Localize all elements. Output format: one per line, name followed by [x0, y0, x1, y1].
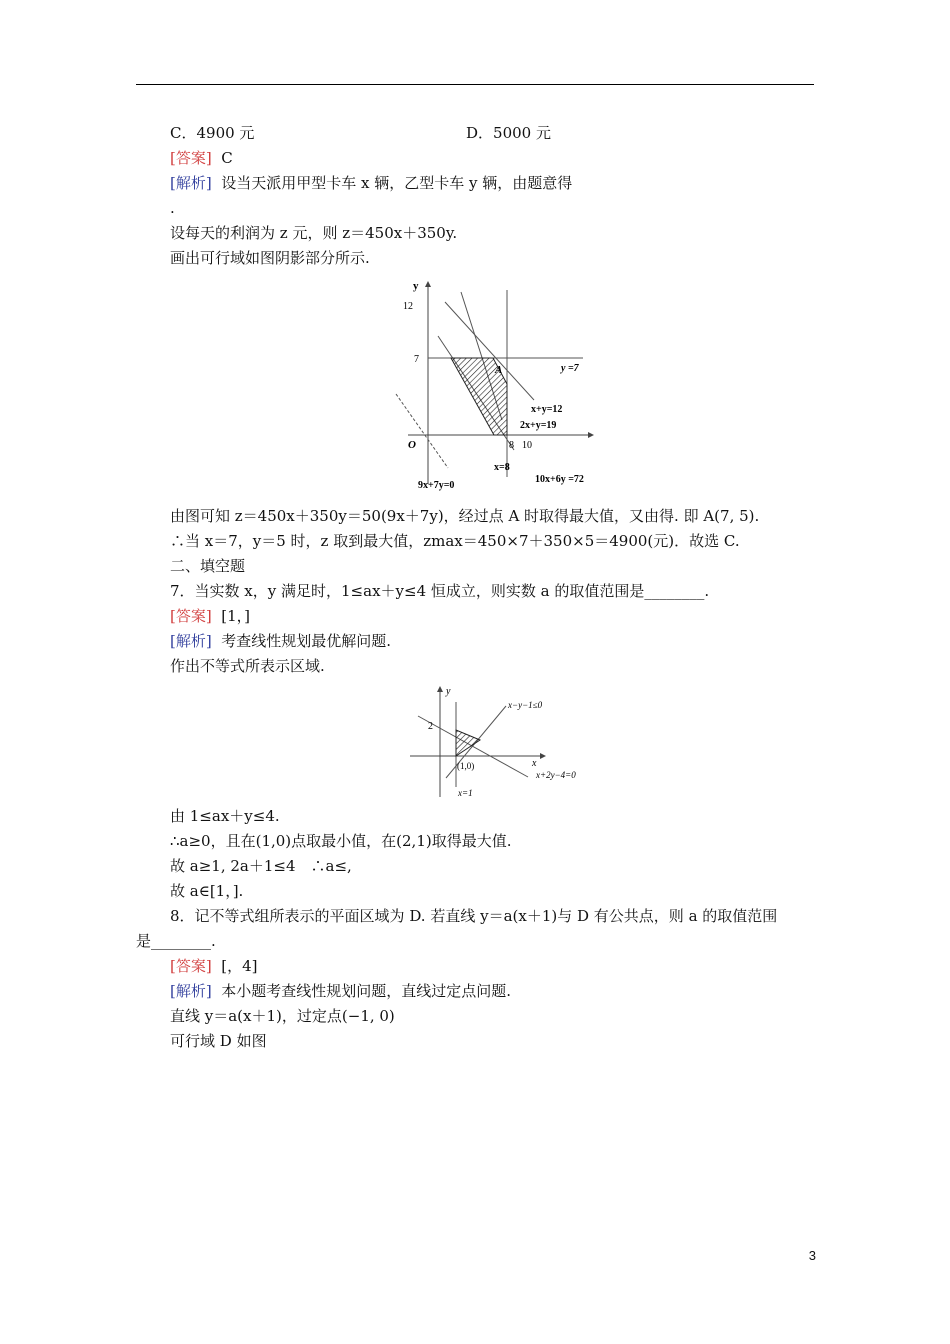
label-point-1-0: (1,0) — [457, 761, 475, 771]
q6-analysis-text: 设当天派用甲型卡车 x 辆，乙型卡车 y 辆，由题意得 — [221, 174, 573, 192]
q6-therefore-line: ∴当 x＝7，y＝5 时，z 取到最大值，zmax＝450×7＋350×5＝4900(元)．故选 C. — [170, 532, 740, 550]
q8-question-line2: 是________. — [136, 932, 216, 950]
tick-7: 7 — [414, 354, 419, 365]
label-point-a: A — [495, 364, 503, 376]
q7-analysis-line — [170, 631, 391, 651]
q7-line2: ∴a≥0，且在(1,0)点取最小值，在(2,1)取得最大值. — [170, 832, 512, 850]
label-y7: y =7 — [561, 363, 579, 374]
section-heading: 二、填空题 — [170, 557, 246, 575]
label-x-minus-y-minus-1: x−y−1≤0 — [508, 700, 543, 710]
header-rule — [136, 84, 814, 85]
answer-tag: [答案] — [170, 149, 212, 167]
label-y: y — [413, 280, 419, 292]
tick-8: 8 — [509, 440, 514, 451]
analysis-tag: [解析] — [170, 174, 212, 192]
q6-answer-line — [170, 148, 233, 168]
q7-question: 7．当实数 x，y 满足时，1≤ax＋y≤4 恒成立，则实数 a 的取值范围是________. — [170, 582, 710, 600]
q8-question-line1: 8．记不等式组所表示的平面区域为 D. 若直线 y＝a(x＋1)与 D 有公共点，则 a 的取值范围 — [170, 907, 778, 925]
label-x-plus-y-12: x+y=12 — [531, 404, 563, 415]
q7-analysis-text: 考查线性规划最优解问题. — [221, 632, 392, 650]
label-9x-plus-7y-0: 9x+7y=0 — [418, 480, 455, 491]
q6-from-fig-line: 由图可知 z＝450x＋350y＝50(9x＋7y)，经过点 A 时取得最大值，又由得. 即 A(7, 5). — [170, 507, 760, 525]
q6-profit-line: 设每天的利润为 z 元，则 z＝450x＋350y. — [170, 224, 458, 242]
tick-12: 12 — [403, 301, 413, 312]
q7-line3: 故 a≥1, 2a＋1≤4 ∴a≤, — [170, 857, 352, 875]
analysis-tag: [解析] — [170, 982, 212, 1000]
q7-line1: 由 1≤ax＋y≤4. — [170, 807, 280, 825]
q6-dot: . — [170, 199, 175, 217]
q6-analysis-line — [170, 173, 572, 193]
choice-d: D．5000 元 — [466, 124, 551, 142]
tick-2: 2 — [428, 721, 433, 732]
q7-line4: 故 a∈[1，]. — [170, 882, 244, 900]
figure-feasible-region-2 — [410, 682, 600, 800]
q7-answer-line — [170, 606, 250, 626]
page-number: 3 — [808, 1248, 816, 1263]
q8-line2: 可行域 D 如图 — [170, 1032, 267, 1050]
q8-analysis-text: 本小题考查线性规划问题，直线过定点问题. — [221, 982, 512, 1000]
line-9x-plus-7y-0 — [396, 394, 448, 468]
q7-answer: [1，] — [221, 607, 251, 625]
label-2x-plus-y-19: 2x+y=19 — [520, 420, 557, 431]
q8-answer: [，4] — [221, 957, 258, 975]
q7-draw-line: 作出不等式所表示区域. — [170, 657, 325, 675]
label-x8: x=8 — [494, 462, 510, 473]
label-x: x — [532, 758, 537, 769]
answer-tag: [答案] — [170, 607, 212, 625]
q8-answer-line — [170, 956, 258, 976]
q8-analysis-line — [170, 981, 511, 1001]
choice-c: C．4900 元 — [170, 124, 255, 142]
analysis-tag: [解析] — [170, 632, 212, 650]
q6-answer: C — [221, 149, 233, 167]
tick-10: 10 — [522, 440, 532, 451]
q6-region-line: 画出可行域如图阴影部分所示. — [170, 249, 370, 267]
label-10x-plus-6y-72: 10x+6y =72 — [535, 474, 584, 485]
label-y: y — [446, 686, 451, 697]
label-x-plus-2y-minus-4: x+2y−4=0 — [536, 770, 576, 780]
label-origin: O — [408, 439, 416, 451]
label-x1: x=1 — [458, 788, 473, 798]
figure-feasible-region-1 — [388, 272, 618, 494]
answer-tag: [答案] — [170, 957, 212, 975]
q8-line1: 直线 y＝a(x＋1)，过定点(−1, 0) — [170, 1007, 395, 1025]
